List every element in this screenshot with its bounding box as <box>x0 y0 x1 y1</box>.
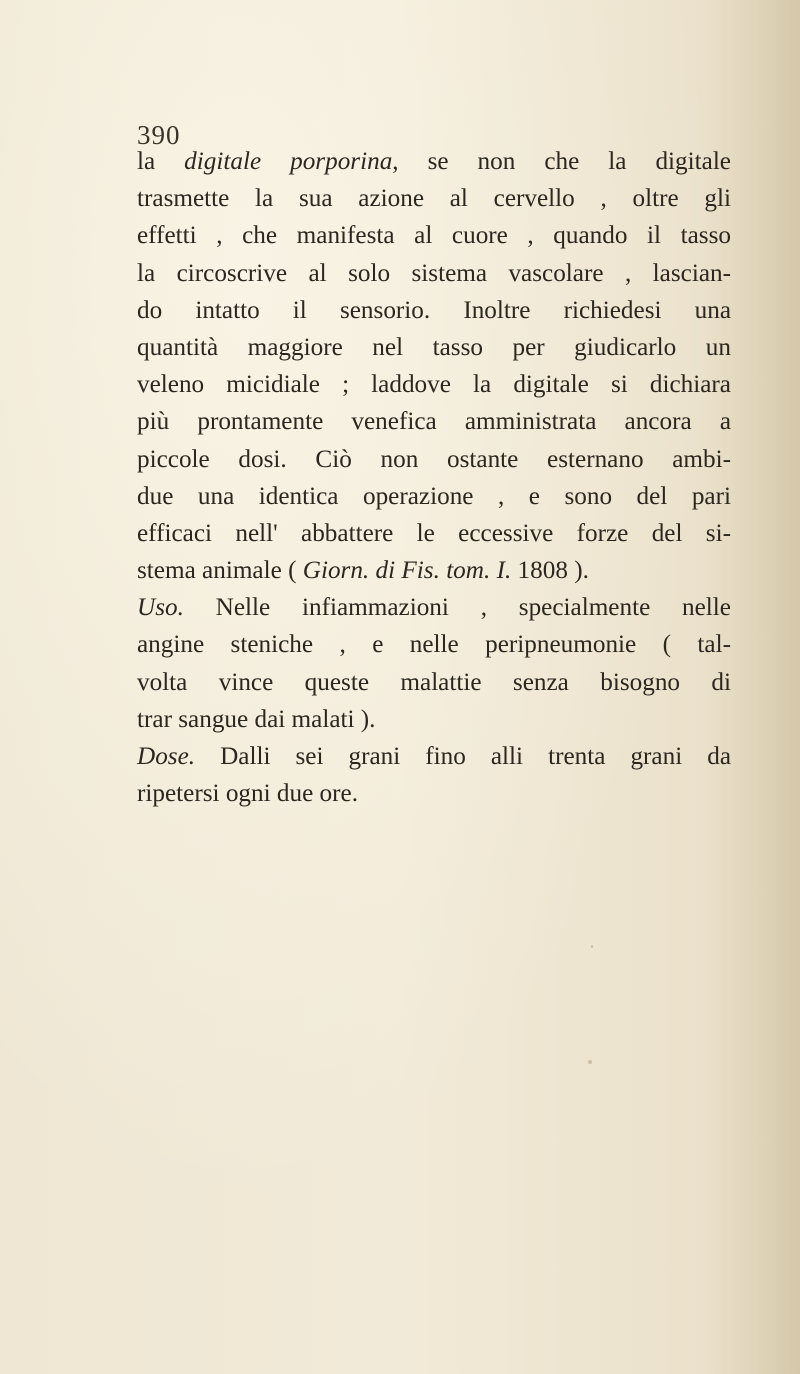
text-segment: trasmette la sua azione al cervello , oltre gli <box>137 185 731 213</box>
text-line <box>137 143 731 180</box>
text-segment: do intatto il sensorio. Inoltre richiedesi una <box>137 296 731 324</box>
italic-text: Uso. <box>137 594 184 622</box>
text-line <box>137 329 731 366</box>
text-line <box>137 515 731 552</box>
text-segment: più prontamente venefica amministrata ancora a <box>137 408 731 436</box>
page-number: 390 <box>137 120 181 150</box>
text-segment: , se non che la digitale <box>392 148 731 175</box>
italic-text: Dose. <box>137 743 196 770</box>
text-segment: angine steniche , e nelle peripneumonie ( tal- <box>137 631 731 659</box>
text-line <box>137 478 731 515</box>
text-segment: la <box>137 148 185 175</box>
text-segment: Dalli sei grani fino alli trenta grani da <box>195 743 731 770</box>
text-line <box>137 292 731 329</box>
text-segment: due una identica operazione , e sono del pari <box>137 482 731 510</box>
body-text <box>137 143 731 812</box>
text-segment: trar sangue dai malati ). <box>137 705 376 733</box>
ink-speck <box>591 945 593 948</box>
text-segment: 1808 ). <box>511 557 589 585</box>
text-segment: stema animale ( <box>137 557 303 585</box>
text-segment: la circoscrive al solo sistema vascolare , lascian- <box>137 259 731 287</box>
text-segment: efficaci nell' abbattere le eccessive forze del si- <box>137 519 731 547</box>
text-segment: ripetersi ogni due ore. <box>137 780 359 808</box>
text-segment: veleno micidiale ; laddove la digitale si dichiara <box>137 371 731 399</box>
text-line <box>137 217 731 254</box>
text-line <box>137 664 731 701</box>
ink-speck <box>588 1060 592 1064</box>
text-line <box>137 589 731 626</box>
italic-text: Giorn. di Fis. tom. I. <box>302 557 512 585</box>
text-line <box>137 626 731 663</box>
text-line <box>137 775 731 812</box>
text-line <box>137 180 731 217</box>
text-line <box>137 441 731 478</box>
text-line <box>137 366 731 403</box>
text-segment: Nelle infiammazioni , specialmente nelle <box>183 594 731 622</box>
text-line <box>137 403 731 440</box>
text-line <box>137 701 731 738</box>
text-segment: volta vince queste malattie senza bisogno di <box>137 668 731 696</box>
italic-text: digitale porporina <box>184 148 393 175</box>
text-line <box>137 552 731 589</box>
text-segment: piccole dosi. Ciò non ostante esternano ambi- <box>137 445 731 473</box>
text-line <box>137 738 731 775</box>
text-line <box>137 255 731 292</box>
text-segment: quantità maggiore nel tasso per giudicarlo un <box>137 333 731 361</box>
text-segment: effetti , che manifesta al cuore , quando il tasso <box>137 222 731 250</box>
